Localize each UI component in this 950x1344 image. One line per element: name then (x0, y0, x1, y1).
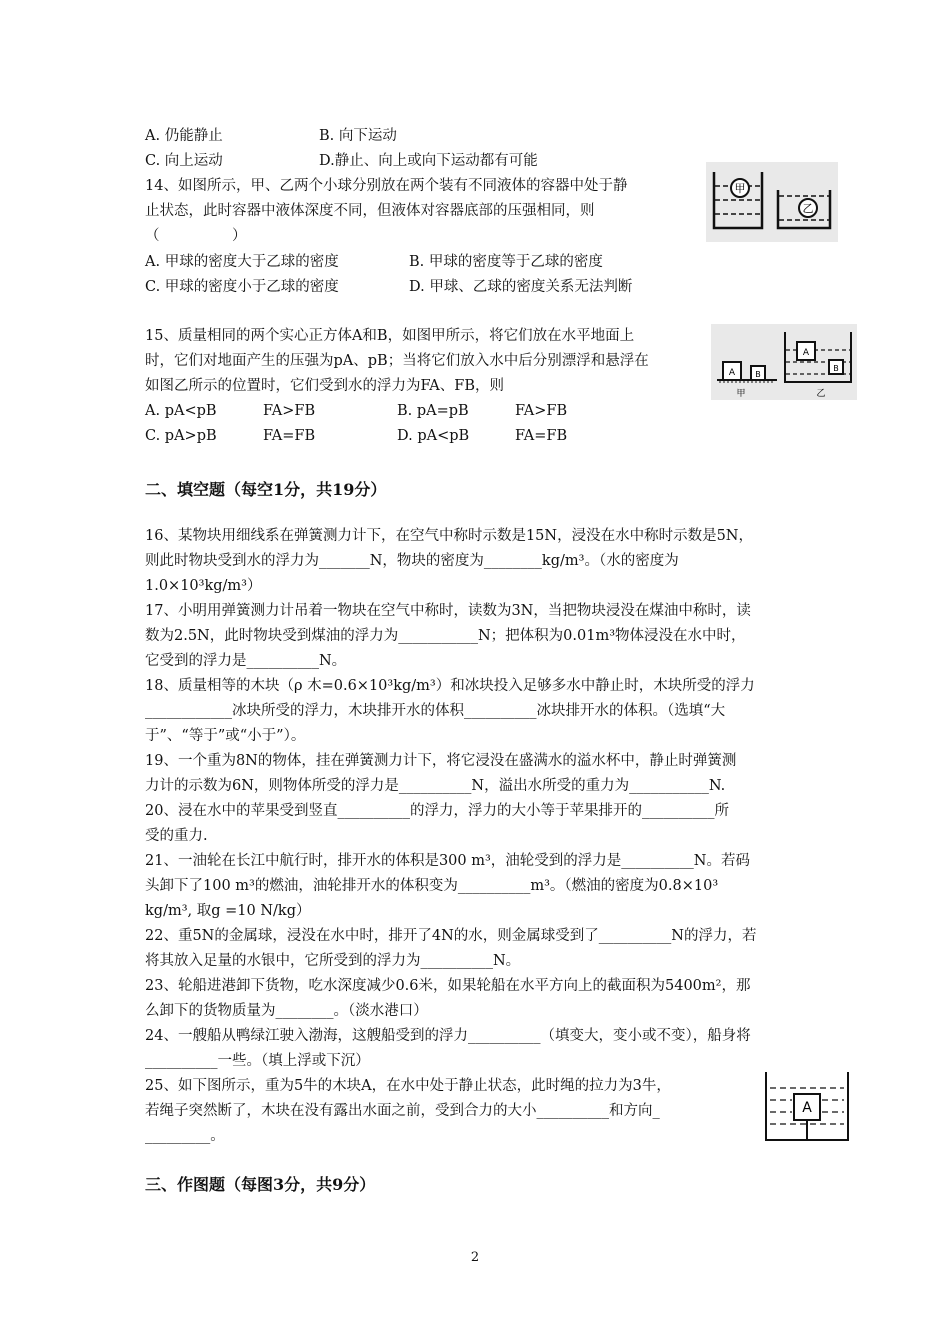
q15-fig-block-a-ground: A (728, 368, 736, 378)
fill-line: 16、某物块用细线系在弹簧测力计下，在空气中称时示数是15N，浸没在水中称时示数是5N， (145, 528, 753, 544)
fill-line: 力计的示数为6N，则物体所受的浮力是__________N，溢出水所受的重力为___________N. (145, 778, 726, 794)
fill-line: 17、小明用弹簧测力计吊着一物块在空气中称时，读数为3N，当把物块浸没在煤油中称时，读 (145, 603, 751, 619)
q14-fig-label-yi: 乙 (802, 202, 814, 215)
q15-line3: 如图乙所示的位置时，它们受到水的浮力为FA、FB，则 (145, 378, 504, 394)
q15-fig-label-yi: 乙 (816, 389, 826, 399)
fill-line: 19、一个重为8N的物体，挂在弹簧测力计下，将它浸没在盛满水的溢水杯中，静止时弹簧测 (145, 753, 737, 769)
q15-fig-block-b-water: B (833, 364, 839, 373)
q13-option-c: C. 向上运动 (145, 153, 223, 169)
q15-fig-block-a-water: A (802, 348, 810, 358)
fill-line: 受的重力. (145, 828, 208, 844)
q14-option-a: A. 甲球的密度大于乙球的密度 (145, 254, 339, 270)
q15-figure (711, 324, 857, 400)
q14-figure (706, 162, 838, 242)
q15-option-d-force: FA=FB (515, 428, 568, 444)
fill-line: 25、如下图所示，重为5牛的木块A，在水中处于静止状态，此时绳的拉力为3牛， (145, 1078, 671, 1094)
q14-fig-label-jia: 甲 (734, 182, 746, 195)
fill-line: 将其放入足量的水银中，它所受到的浮力为__________N。 (145, 953, 521, 969)
q15-line1: 15、质量相同的两个实心正方体A和B，如图甲所示，将它们放在水平地面上 (145, 328, 635, 344)
fill-line: _________。 (145, 1128, 225, 1144)
fill-line: 数为2.5N，此时物块受到煤油的浮力为___________N；把体积为0.01m³物体浸没在水中时， (145, 628, 746, 644)
fill-line: 它受到的浮力是__________N。 (145, 653, 347, 669)
q15-option-a-pressure: A. pA<pB (145, 403, 217, 419)
q14-option-c: C. 甲球的密度小于乙球的密度 (145, 279, 339, 295)
q14-option-b: B. 甲球的密度等于乙球的密度 (409, 254, 603, 270)
fill-line: 若绳子突然断了，木块在没有露出水面之前，受到合力的大小__________和方向_ (145, 1103, 660, 1119)
fill-line: __________一些。（填上浮或下沉） (145, 1053, 370, 1069)
fill-line: 21、一油轮在长江中航行时，排开水的体积是300 m³，油轮受到的浮力是__________N。若码 (145, 853, 750, 869)
fill-line: 18、质量相等的木块（ρ 木=0.6×10³kg/m³）和冰块投入足够多水中静止时，木块所受的浮力 (145, 678, 755, 694)
page-number: 2 (470, 1250, 480, 1265)
q14-option-d: D. 甲球、乙球的密度关系无法判断 (409, 279, 633, 295)
section3-heading: 三、作图题（每图3分，共9分） (145, 1175, 376, 1194)
q13-option-d: D.静止、向上或向下运动都有可能 (319, 153, 538, 169)
fill-line: 么卸下的货物质量为________。（淡水港口） (145, 1003, 428, 1019)
q15-option-b-force: FA>FB (515, 403, 568, 419)
fill-line: 1.0×10³kg/m³） (145, 578, 262, 594)
fill-line: 22、重5N的金属球，浸没在水中时，排开了4N的水，则金属球受到了__________N的浮力，若 (145, 928, 757, 944)
fill-line: 头卸下了100 m³的燃油，油轮排开水的体积变为__________m³。（燃油的密度为0.8×10³ (145, 878, 719, 894)
q14-line1: 14、如图所示，甲、乙两个小球分别放在两个装有不同液体的容器中处于静 (145, 178, 628, 194)
q25-figure (762, 1068, 852, 1144)
q14-line3: （ ） (145, 228, 247, 244)
fill-line: 则此时物块受到水的浮力为_______N，物块的密度为________kg/m³。（水的密度为 (145, 553, 679, 569)
fill-line: kg/m³, 取g =10 N/kg） (145, 903, 311, 919)
q15-option-b-pressure: B. pA=pB (397, 403, 469, 419)
q15-fig-block-b-ground: B (755, 370, 761, 379)
q13-option-b: B. 向下运动 (319, 128, 397, 144)
q15-option-a-force: FA>FB (263, 403, 316, 419)
q15-line2: 时，它们对地面产生的压强为pA、pB；当将它们放入水中后分别漂浮和悬浮在 (145, 353, 649, 369)
q15-option-c-force: FA=FB (263, 428, 316, 444)
q15-option-d-pressure: D. pA<pB (397, 428, 470, 444)
q25-fig-block-label: A (802, 1100, 812, 1116)
q15-fig-label-jia: 甲 (736, 389, 746, 399)
q13-option-a: A. 仍能静止 (145, 128, 223, 144)
fill-line: ____________冰块所受的浮力，木块排开水的体积__________冰块排开水的体积。（选填“大 (145, 703, 726, 719)
fill-line: 于”、“等于”或“小于”）。 (145, 728, 306, 744)
section2-heading: 二、填空题（每空1分，共19分） (145, 480, 387, 499)
fill-line: 20、浸在水中的苹果受到竖直__________的浮力，浮力的大小等于苹果排开的__________所 (145, 803, 729, 819)
q15-option-c-pressure: C. pA>pB (145, 428, 217, 444)
fill-line: 24、一艘船从鸭绿江驶入渤海，这艘船受到的浮力__________（填变大，变小或不变），船身将 (145, 1028, 751, 1044)
q14-line2: 止状态，此时容器中液体深度不同，但液体对容器底部的压强相同，则 (145, 203, 595, 219)
fill-line: 23、轮船进港卸下货物，吃水深度减少0.6米，如果轮船在水平方向上的截面积为5400m²，那 (145, 978, 751, 994)
